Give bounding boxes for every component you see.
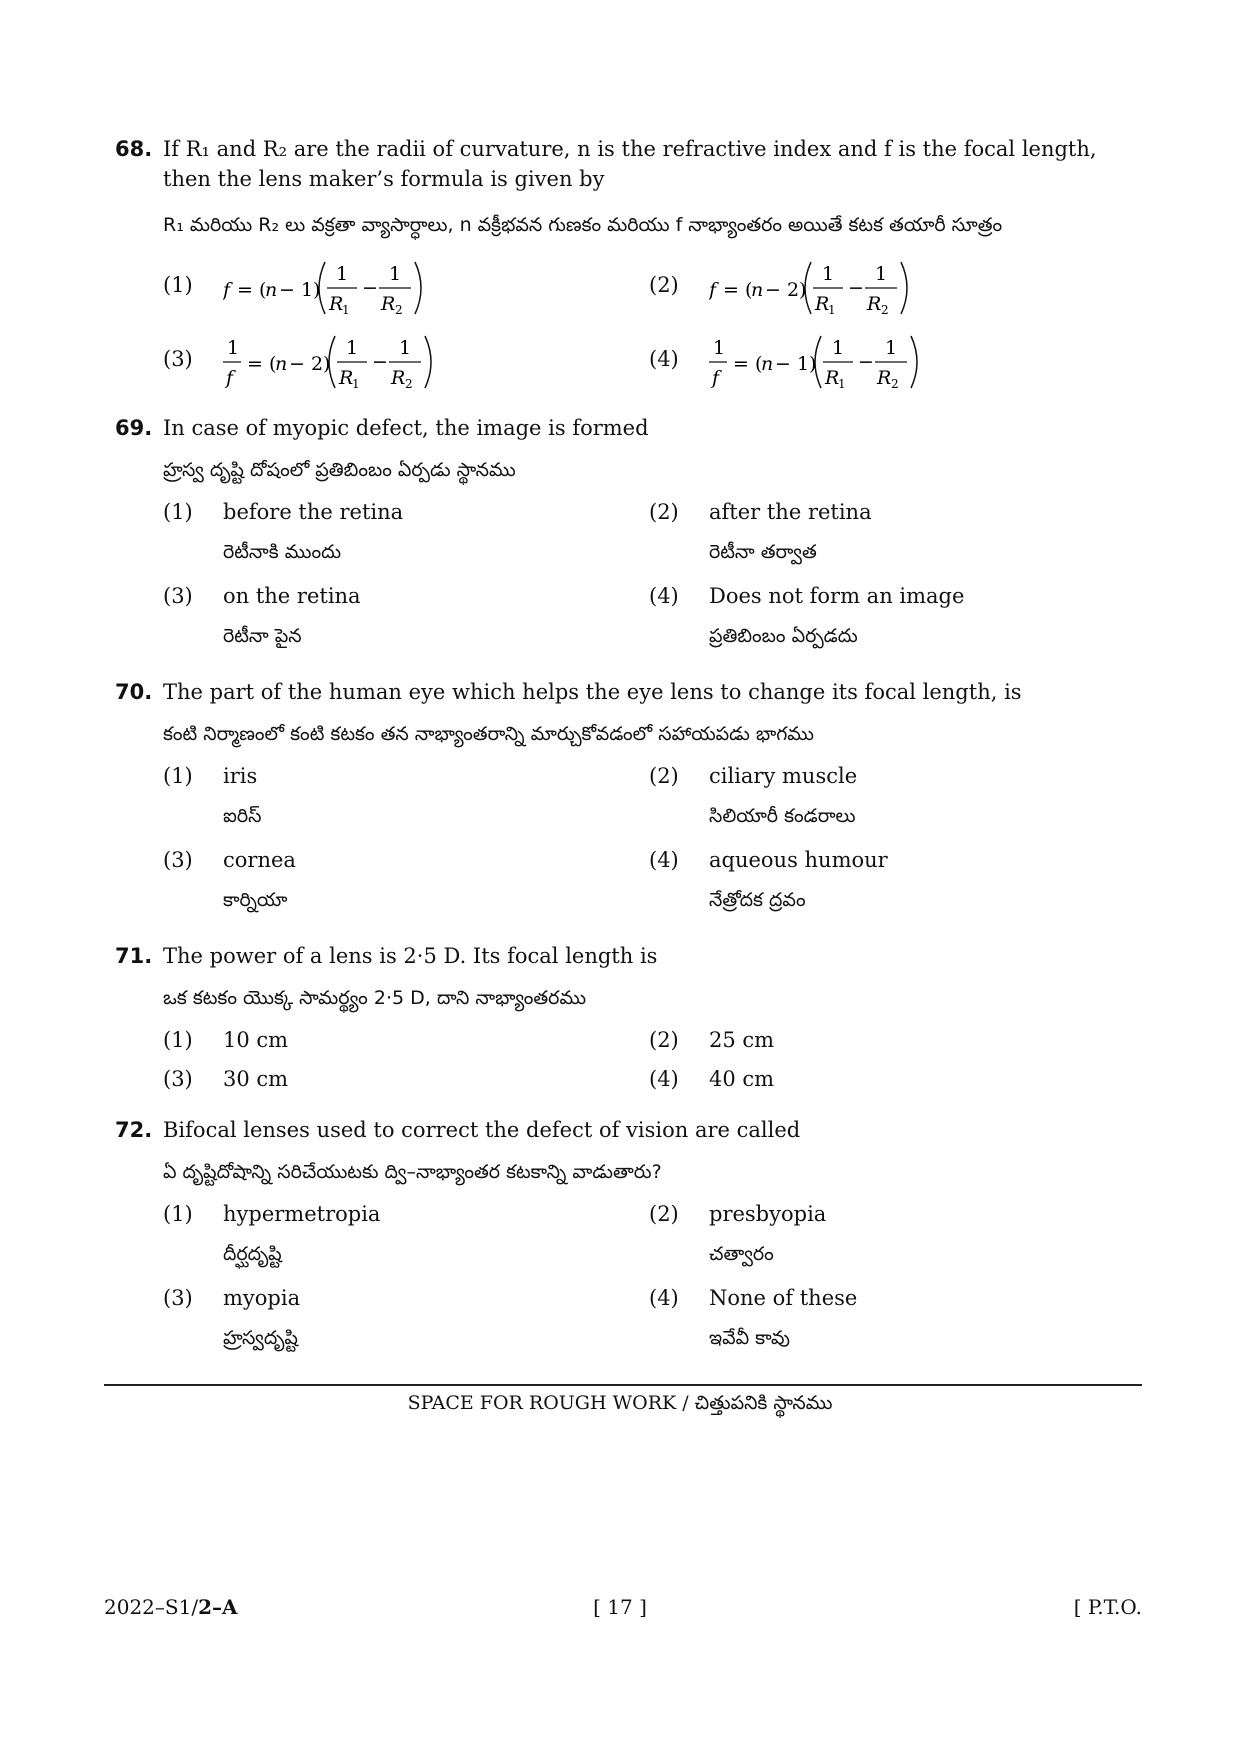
svg-text:n: n bbox=[275, 353, 288, 375]
option-text-telugu: కార్నియా bbox=[223, 889, 288, 911]
pto-label: [ P.T.O. bbox=[1073, 1595, 1142, 1619]
question-71 bbox=[115, 941, 1145, 1095]
svg-text:1: 1 bbox=[389, 263, 402, 285]
formula bbox=[223, 330, 483, 394]
svg-text:n: n bbox=[265, 279, 278, 301]
option-text: 10 cm bbox=[223, 1028, 289, 1052]
question-text: The part of the human eye which helps the eye lens to change its focal length, is bbox=[163, 680, 1022, 704]
formula bbox=[223, 256, 483, 320]
svg-text:f: f bbox=[712, 367, 720, 389]
formula bbox=[709, 256, 969, 320]
svg-text:= (: = ( bbox=[723, 279, 753, 301]
svg-text:2: 2 bbox=[395, 303, 403, 317]
option-text: iris bbox=[223, 764, 258, 788]
option-number: (4) bbox=[649, 1286, 679, 1310]
svg-text:2: 2 bbox=[891, 377, 899, 391]
svg-text:1: 1 bbox=[227, 337, 240, 359]
svg-text:f: f bbox=[223, 279, 231, 301]
svg-text:1: 1 bbox=[832, 337, 845, 359]
option-text-telugu: సిలియారీ కండరాలు bbox=[709, 805, 856, 827]
svg-text:R: R bbox=[381, 293, 396, 315]
option-text: 30 cm bbox=[223, 1067, 289, 1091]
option-text-telugu: ఐరిస్ bbox=[223, 805, 262, 827]
option-text-telugu: ప్రతిబింబం ఏర్పడదు bbox=[709, 625, 858, 647]
svg-text:− 2): − 2) bbox=[289, 353, 331, 375]
option-text: presbyopia bbox=[709, 1202, 827, 1226]
svg-text:−: − bbox=[848, 277, 864, 299]
option-number: (2) bbox=[649, 500, 679, 524]
svg-text:n: n bbox=[751, 279, 764, 301]
question-number: 68. bbox=[115, 137, 153, 161]
question-number: 71. bbox=[115, 944, 153, 968]
option-number: (3) bbox=[163, 584, 193, 608]
svg-text:1: 1 bbox=[342, 303, 350, 317]
svg-text:2: 2 bbox=[881, 303, 889, 317]
option-number: (1) bbox=[163, 500, 193, 524]
option-text-telugu: ఇవేవీ కావు bbox=[709, 1327, 790, 1349]
option-text-telugu: రెటీనాకి ముందు bbox=[223, 541, 342, 563]
svg-text:1: 1 bbox=[336, 263, 349, 285]
option-number: (4) bbox=[649, 1067, 679, 1091]
option-number: (3) bbox=[163, 1067, 193, 1091]
question-text: In case of myopic defect, the image is formed bbox=[163, 416, 649, 440]
option-number: (1) bbox=[163, 1028, 193, 1052]
rough-work-divider bbox=[104, 1384, 1142, 1386]
svg-text:−: − bbox=[372, 351, 388, 373]
option-text-telugu: రెటీనా తర్వాత bbox=[709, 541, 817, 563]
svg-text:− 1): − 1) bbox=[775, 353, 817, 375]
svg-text:1: 1 bbox=[838, 377, 846, 391]
question-text-telugu: కంటి నిర్మాణంలో కంటి కటకం తన నాభ్యాంతరాన్ని మార్చుకోవడంలో సహాయపడు భాగము bbox=[163, 723, 814, 745]
svg-text:= (: = ( bbox=[237, 279, 267, 301]
question-text: If R₁ and R₂ are the radii of curvature, n is the refractive index and f is the focal length, then the lens maker’s formula is given by bbox=[163, 137, 1097, 191]
question-text-telugu: R₁ మరియు R₂ లు వక్రతా వ్యాసార్ధాలు, n వక్రీభవన గుణకం మరియు f నాభ్యాంతరం అయితే కటక తయారీ సూత్రం bbox=[163, 214, 1003, 236]
svg-text:R: R bbox=[339, 367, 354, 389]
svg-text:f: f bbox=[226, 367, 234, 389]
question-70 bbox=[115, 677, 1145, 911]
option-number: (4) bbox=[649, 347, 679, 371]
option-text-telugu: రెటీనా పైన bbox=[223, 625, 302, 647]
option-text: None of these bbox=[709, 1286, 858, 1310]
svg-text:1: 1 bbox=[885, 337, 898, 359]
svg-text:− 1): − 1) bbox=[279, 279, 321, 301]
option-number: (3) bbox=[163, 1286, 193, 1310]
question-text-telugu: ఏ దృష్టిదోషాన్ని సరిచేయుటకు ద్వి–నాభ్యాంతర కటకాన్ని వాడుతారు? bbox=[163, 1161, 662, 1183]
option-number: (2) bbox=[649, 1202, 679, 1226]
option-number: (1) bbox=[163, 764, 193, 788]
option-text-telugu: హ్రస్వదృష్టి bbox=[223, 1327, 298, 1349]
svg-text:R: R bbox=[825, 367, 840, 389]
option-number: (1) bbox=[163, 1202, 193, 1226]
svg-text:n: n bbox=[761, 353, 774, 375]
question-number: 70. bbox=[115, 680, 153, 704]
option-text: hypermetropia bbox=[223, 1202, 381, 1226]
formula bbox=[709, 330, 969, 394]
svg-text:= (: = ( bbox=[733, 353, 763, 375]
option-number: (2) bbox=[649, 764, 679, 788]
question-text: The power of a lens is 2·5 D. Its focal length is bbox=[163, 944, 658, 968]
svg-text:−: − bbox=[858, 351, 874, 373]
svg-text:f: f bbox=[709, 279, 717, 301]
svg-text:1: 1 bbox=[822, 263, 835, 285]
svg-text:1: 1 bbox=[713, 337, 726, 359]
option-text: myopia bbox=[223, 1286, 301, 1310]
option-text: aqueous humour bbox=[709, 848, 888, 872]
svg-text:R: R bbox=[877, 367, 892, 389]
question-text: Bifocal lenses used to correct the defect of vision are called bbox=[163, 1118, 801, 1142]
svg-text:2: 2 bbox=[405, 377, 413, 391]
svg-text:− 2): − 2) bbox=[765, 279, 807, 301]
svg-text:1: 1 bbox=[875, 263, 888, 285]
option-text: Does not form an image bbox=[709, 584, 965, 608]
svg-text:R: R bbox=[815, 293, 830, 315]
svg-text:R: R bbox=[329, 293, 344, 315]
svg-text:1: 1 bbox=[828, 303, 836, 317]
option-number: (2) bbox=[649, 273, 679, 297]
svg-text:1: 1 bbox=[399, 337, 412, 359]
question-68 bbox=[115, 134, 1145, 418]
option-text: after the retina bbox=[709, 500, 872, 524]
question-text-telugu: హ్రస్వ దృష్టి దోషంలో ప్రతిబింబం ఏర్పడు స్థానము bbox=[163, 459, 516, 481]
option-number: (4) bbox=[649, 848, 679, 872]
question-72 bbox=[115, 1115, 1145, 1349]
option-text: before the retina bbox=[223, 500, 404, 524]
svg-text:R: R bbox=[391, 367, 406, 389]
svg-text:= (: = ( bbox=[247, 353, 277, 375]
option-text-telugu: నేత్రోదక ద్రవం bbox=[709, 889, 806, 911]
option-number: (2) bbox=[649, 1028, 679, 1052]
svg-text:1: 1 bbox=[346, 337, 359, 359]
question-text-telugu: ఒక కటకం యొక్క సామర్థ్యం 2·5 D, దాని నాభ్యాంతరము bbox=[163, 987, 587, 1009]
option-text: on the retina bbox=[223, 584, 361, 608]
option-text-telugu: దీర్ఘదృష్టి bbox=[223, 1243, 282, 1265]
option-text: ciliary muscle bbox=[709, 764, 858, 788]
option-text: cornea bbox=[223, 848, 296, 872]
svg-text:1: 1 bbox=[352, 377, 360, 391]
page-number: [ 17 ] bbox=[593, 1595, 647, 1619]
option-number: (4) bbox=[649, 584, 679, 608]
svg-text:−: − bbox=[362, 277, 378, 299]
rough-work-label: SPACE FOR ROUGH WORK / చిత్తుపనికి స్థానము bbox=[407, 1392, 833, 1414]
option-text-telugu: చత్వారం bbox=[709, 1243, 774, 1265]
option-number: (3) bbox=[163, 848, 193, 872]
option-number: (1) bbox=[163, 273, 193, 297]
option-text: 40 cm bbox=[709, 1067, 775, 1091]
option-text: 25 cm bbox=[709, 1028, 775, 1052]
question-number: 72. bbox=[115, 1118, 153, 1142]
paper-code: 2022–S1/2–A bbox=[104, 1595, 238, 1619]
svg-text:R: R bbox=[867, 293, 882, 315]
question-69 bbox=[115, 413, 1145, 647]
question-number: 69. bbox=[115, 416, 153, 440]
option-number: (3) bbox=[163, 347, 193, 371]
